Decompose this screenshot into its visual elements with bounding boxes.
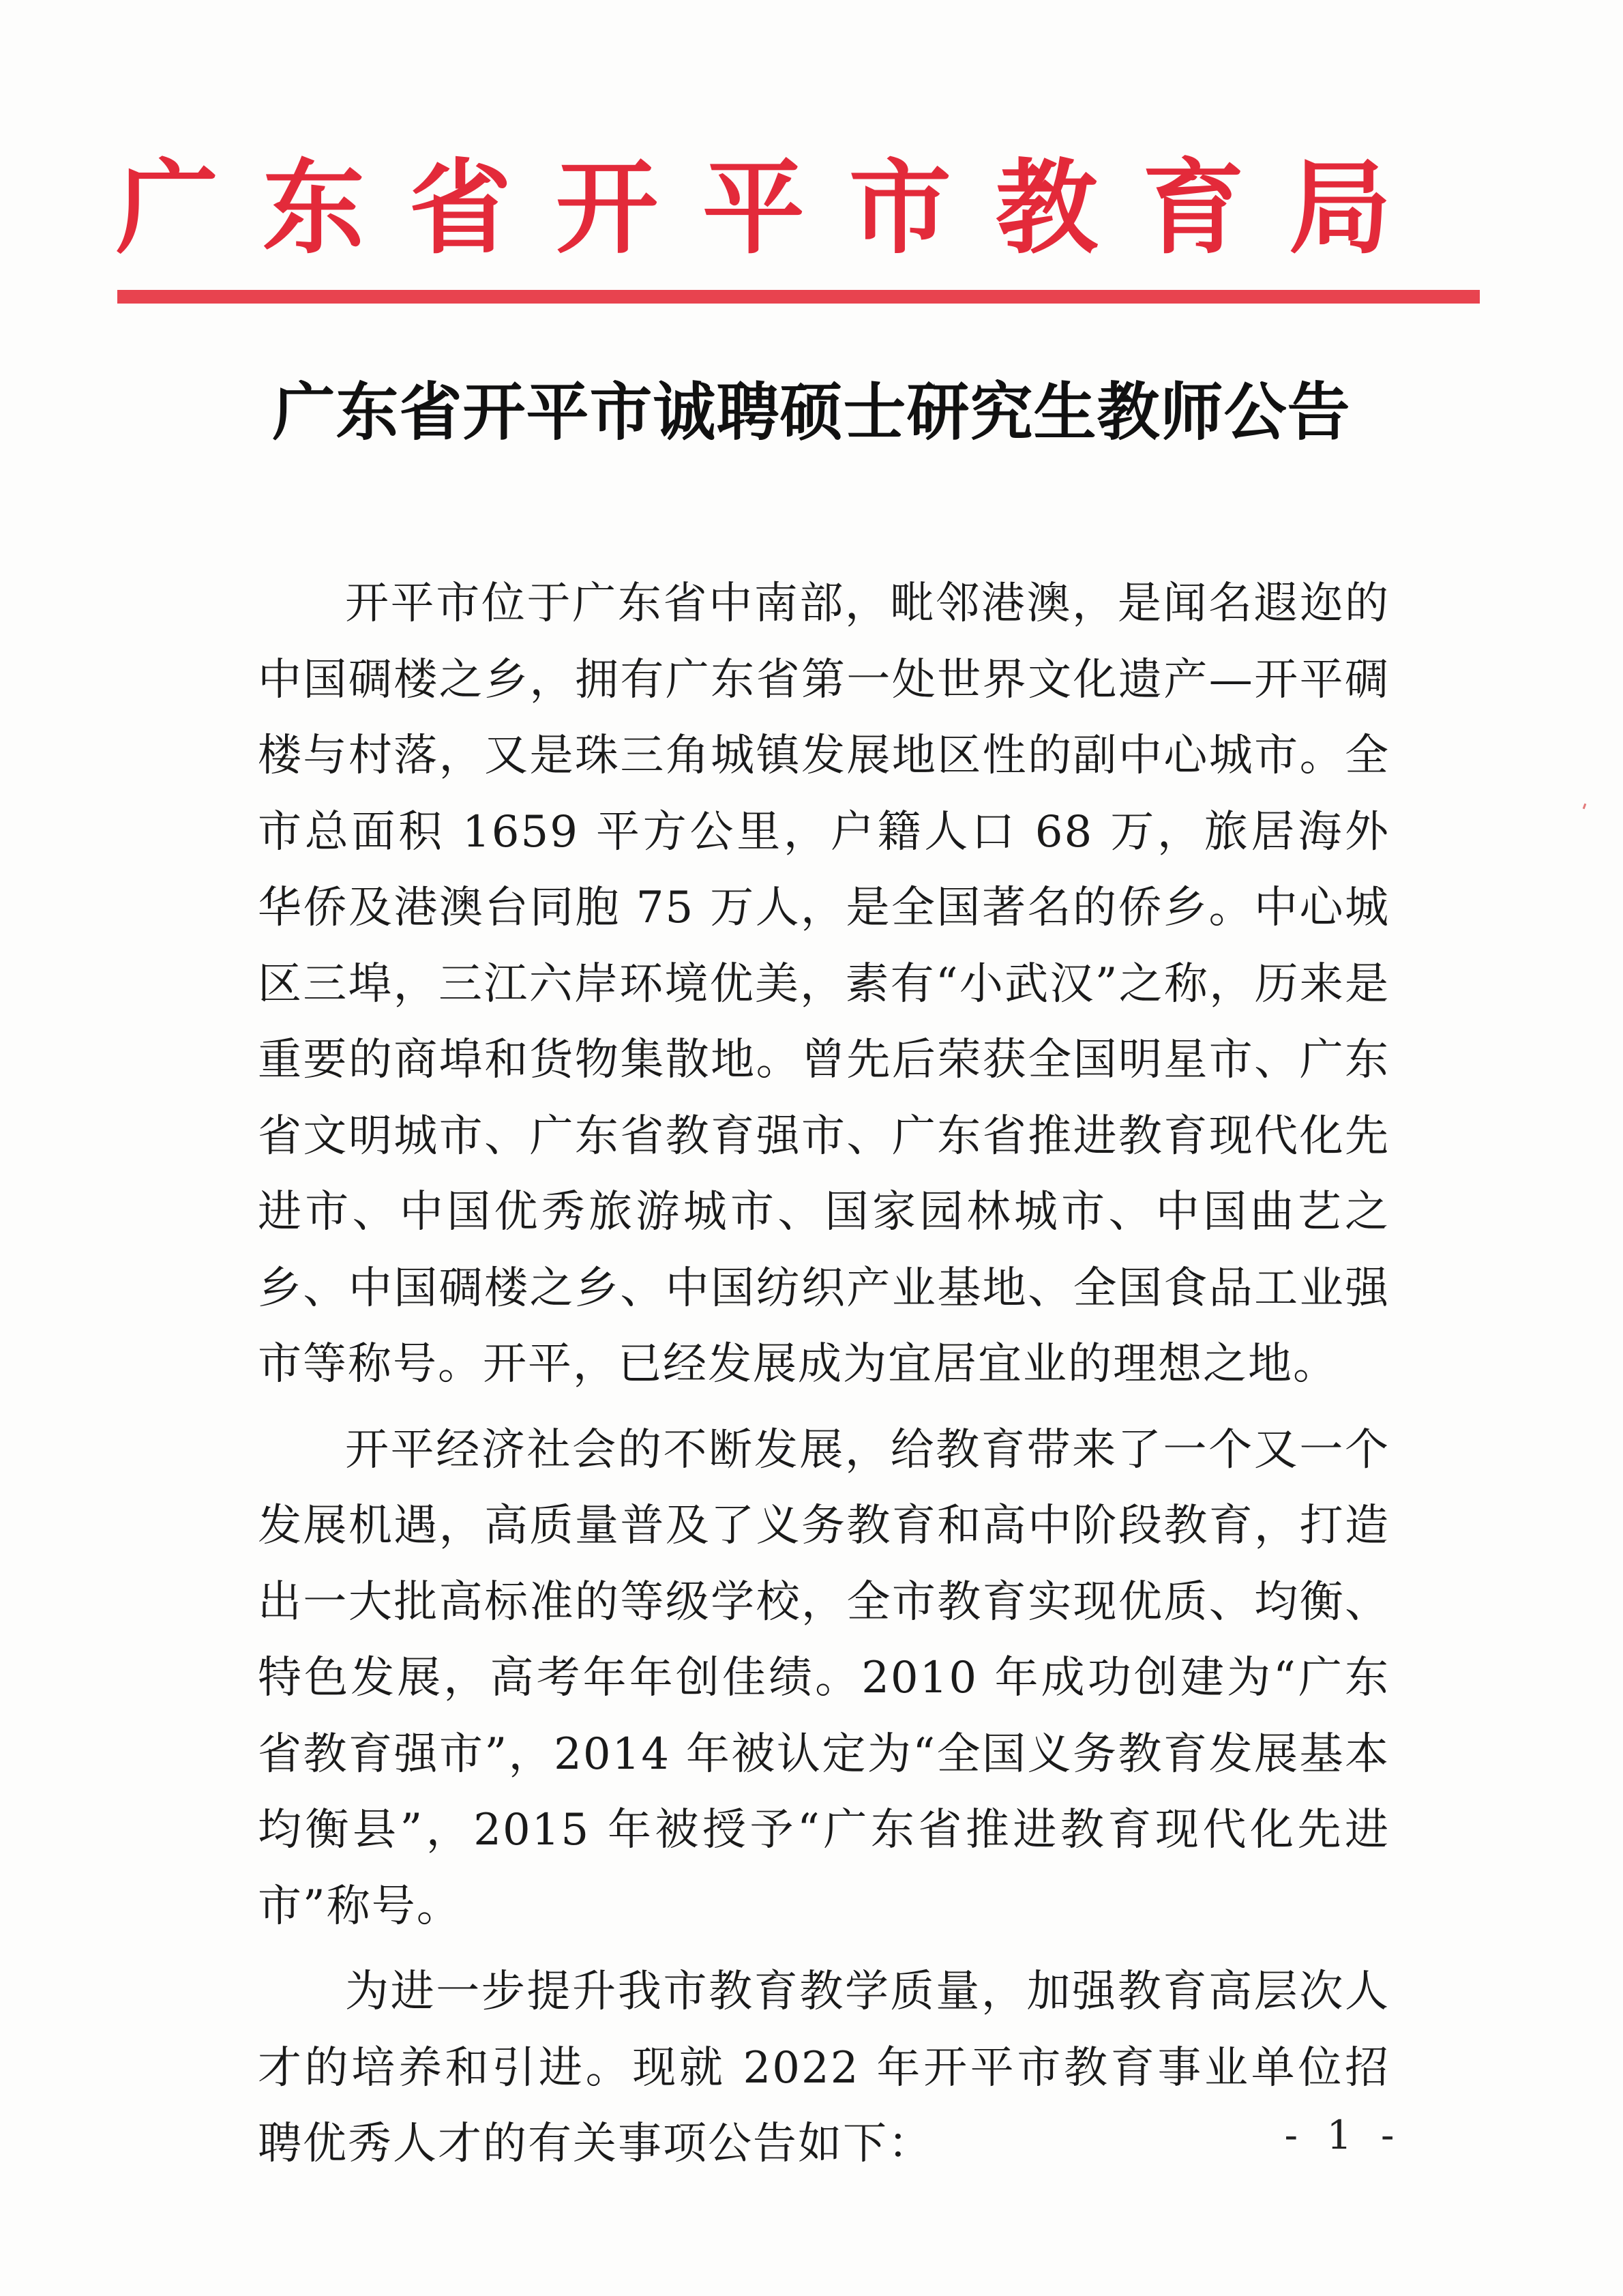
scan-mark xyxy=(1583,804,1587,810)
document-body xyxy=(258,566,1390,2192)
letterhead-char: 省 xyxy=(408,148,511,268)
body-paragraph: 为进一步提升我市教育教学质量，加强教育高层次人才的培养和引进。现就 2022 年开平市教育事业单位招聘优秀人才的有关事项公告如下： xyxy=(258,1967,1390,2169)
body-paragraph: 开平经济社会的不断发展，给教育带来了一个又一个发展机遇，高质量普及了义务教育和高中阶段教育，打造出一大批高标准的等级学校，全市教育实现优质、均衡、特色发展，高考年年创佳绩。2010 年成功创建为“广东省教育强市”，2014 年被认定为“全国义务教育发展基本均衡县”，2015 年被授予“广东省推进教育现代化先进市”称号。 xyxy=(258,1424,1390,1932)
body-paragraph: 开平市位于广东省中南部，毗邻港澳，是闻名遐迩的中国碉楼之乡，拥有广东省第一处世界文化遗产—开平碉楼与村落，又是珠三角城镇发展地区性的副中心城市。全市总面积 1659 平方公里，户籍人口 68 万，旅居海外华侨及港澳台同胞 75 万人，是全国著名的侨乡。中心城区三埠，三江六岸环境优美，素有“小武汉”之称，历来是重要的商埠和货物集散地。曾先后荣获全国明星市、广东省文明城市、广东省教育强市、广东省推进教育现代化先进市、中国优秀旅游城市、国家园林城市、中国曲艺之乡、中国碉楼之乡、中国纺织产业基地、全国食品工业强市等称号。开平，已经发展成为宜居宜业的理想之地。 xyxy=(258,578,1390,1389)
letterhead-char: 平 xyxy=(702,148,805,268)
letterhead-char: 东 xyxy=(262,148,365,268)
letterhead-char: 局 xyxy=(1288,148,1391,268)
letterhead xyxy=(116,147,1391,269)
letterhead-char: 广 xyxy=(116,148,219,268)
letterhead-char: 教 xyxy=(995,148,1098,268)
document-title: 广东省开平市诚聘硕士研究生教师公告 xyxy=(272,376,1351,449)
letterhead-char: 育 xyxy=(1142,148,1245,268)
letterhead-divider xyxy=(117,290,1480,304)
letterhead-char: 开 xyxy=(555,148,658,268)
page-number: - 1 - xyxy=(1284,2112,1403,2158)
letterhead-char: 市 xyxy=(848,148,951,268)
